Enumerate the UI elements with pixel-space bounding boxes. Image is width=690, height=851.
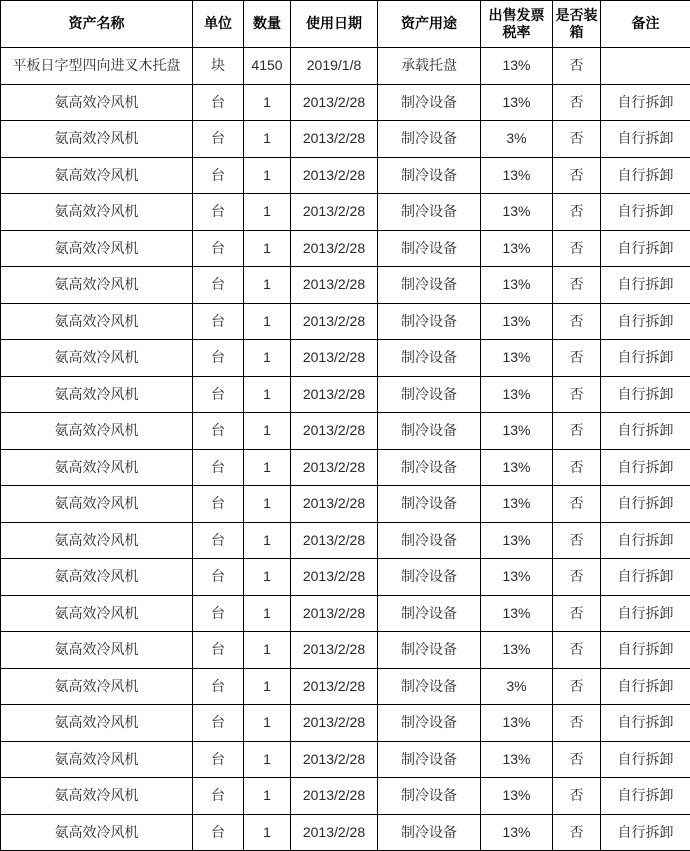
cell-invoice-tax-rate: 13% xyxy=(481,486,553,523)
cell-asset-purpose: 制冷设备 xyxy=(378,157,481,194)
cell-asset-name: 氨高效冷风机 xyxy=(1,121,193,158)
column-header-invoice-tax-rate: 出售发票税率 xyxy=(481,1,553,48)
cell-remark: 自行拆卸 xyxy=(601,121,690,158)
cell-quantity: 1 xyxy=(244,741,291,778)
cell-asset-purpose: 承载托盘 xyxy=(378,48,481,85)
cell-unit: 台 xyxy=(193,194,244,231)
cell-asset-name: 氨高效冷风机 xyxy=(1,413,193,450)
cell-asset-purpose: 制冷设备 xyxy=(378,230,481,267)
cell-invoice-tax-rate: 13% xyxy=(481,632,553,669)
cell-unit: 台 xyxy=(193,522,244,559)
cell-asset-name: 氨高效冷风机 xyxy=(1,303,193,340)
cell-asset-purpose: 制冷设备 xyxy=(378,413,481,450)
cell-unit: 台 xyxy=(193,303,244,340)
table-row xyxy=(1,413,690,450)
cell-remark: 自行拆卸 xyxy=(601,705,690,742)
cell-remark: 自行拆卸 xyxy=(601,376,690,413)
cell-unit: 台 xyxy=(193,559,244,596)
cell-invoice-tax-rate: 13% xyxy=(481,267,553,304)
cell-asset-name: 氨高效冷风机 xyxy=(1,194,193,231)
cell-invoice-tax-rate: 13% xyxy=(481,741,553,778)
cell-quantity: 1 xyxy=(244,595,291,632)
cell-remark: 自行拆卸 xyxy=(601,668,690,705)
cell-unit: 台 xyxy=(193,157,244,194)
cell-quantity: 1 xyxy=(244,376,291,413)
cell-quantity: 1 xyxy=(244,340,291,377)
cell-asset-name: 氨高效冷风机 xyxy=(1,376,193,413)
cell-use-date: 2013/2/28 xyxy=(291,267,378,304)
cell-boxed: 否 xyxy=(553,486,601,523)
cell-asset-purpose: 制冷设备 xyxy=(378,595,481,632)
cell-boxed: 否 xyxy=(553,595,601,632)
cell-asset-name: 平板日字型四向进叉木托盘 xyxy=(1,48,193,85)
cell-quantity: 4150 xyxy=(244,48,291,85)
cell-invoice-tax-rate: 3% xyxy=(481,121,553,158)
table-row xyxy=(1,668,690,705)
cell-unit: 台 xyxy=(193,632,244,669)
cell-asset-purpose: 制冷设备 xyxy=(378,522,481,559)
cell-use-date: 2013/2/28 xyxy=(291,230,378,267)
table-row xyxy=(1,778,690,815)
cell-use-date: 2013/2/28 xyxy=(291,668,378,705)
cell-invoice-tax-rate: 13% xyxy=(481,522,553,559)
cell-remark xyxy=(601,48,690,85)
table-header xyxy=(1,1,690,48)
cell-use-date: 2013/2/28 xyxy=(291,778,378,815)
table-row xyxy=(1,814,690,851)
cell-unit: 台 xyxy=(193,595,244,632)
cell-unit: 台 xyxy=(193,376,244,413)
cell-asset-purpose: 制冷设备 xyxy=(378,303,481,340)
table-row xyxy=(1,741,690,778)
cell-asset-purpose: 制冷设备 xyxy=(378,741,481,778)
cell-remark: 自行拆卸 xyxy=(601,340,690,377)
cell-asset-name: 氨高效冷风机 xyxy=(1,595,193,632)
cell-invoice-tax-rate: 13% xyxy=(481,303,553,340)
cell-remark: 自行拆卸 xyxy=(601,778,690,815)
cell-boxed: 否 xyxy=(553,84,601,121)
cell-quantity: 1 xyxy=(244,449,291,486)
cell-remark: 自行拆卸 xyxy=(601,303,690,340)
cell-use-date: 2013/2/28 xyxy=(291,559,378,596)
cell-boxed: 否 xyxy=(553,267,601,304)
cell-remark: 自行拆卸 xyxy=(601,84,690,121)
cell-use-date: 2013/2/28 xyxy=(291,595,378,632)
cell-asset-purpose: 制冷设备 xyxy=(378,778,481,815)
cell-quantity: 1 xyxy=(244,486,291,523)
table-row xyxy=(1,340,690,377)
cell-quantity: 1 xyxy=(244,84,291,121)
cell-unit: 台 xyxy=(193,668,244,705)
cell-unit: 台 xyxy=(193,486,244,523)
cell-use-date: 2013/2/28 xyxy=(291,486,378,523)
cell-asset-purpose: 制冷设备 xyxy=(378,486,481,523)
cell-asset-name: 氨高效冷风机 xyxy=(1,449,193,486)
header-row xyxy=(1,1,690,48)
table-row xyxy=(1,486,690,523)
table-row xyxy=(1,705,690,742)
cell-invoice-tax-rate: 13% xyxy=(481,705,553,742)
cell-boxed: 否 xyxy=(553,449,601,486)
cell-remark: 自行拆卸 xyxy=(601,595,690,632)
cell-boxed: 否 xyxy=(553,778,601,815)
cell-invoice-tax-rate: 13% xyxy=(481,559,553,596)
column-header-asset-name: 资产名称 xyxy=(1,1,193,48)
cell-asset-purpose: 制冷设备 xyxy=(378,668,481,705)
cell-asset-name: 氨高效冷风机 xyxy=(1,632,193,669)
cell-asset-purpose: 制冷设备 xyxy=(378,340,481,377)
cell-asset-name: 氨高效冷风机 xyxy=(1,522,193,559)
cell-asset-name: 氨高效冷风机 xyxy=(1,230,193,267)
cell-boxed: 否 xyxy=(553,340,601,377)
cell-remark: 自行拆卸 xyxy=(601,486,690,523)
cell-unit: 台 xyxy=(193,778,244,815)
cell-boxed: 否 xyxy=(553,632,601,669)
cell-use-date: 2013/2/28 xyxy=(291,413,378,450)
cell-invoice-tax-rate: 13% xyxy=(481,194,553,231)
table-row xyxy=(1,194,690,231)
table-row xyxy=(1,595,690,632)
column-header-unit: 单位 xyxy=(193,1,244,48)
cell-quantity: 1 xyxy=(244,705,291,742)
column-header-quantity: 数量 xyxy=(244,1,291,48)
cell-unit: 台 xyxy=(193,741,244,778)
cell-remark: 自行拆卸 xyxy=(601,522,690,559)
cell-use-date: 2013/2/28 xyxy=(291,741,378,778)
cell-quantity: 1 xyxy=(244,668,291,705)
table-body xyxy=(1,48,690,851)
cell-boxed: 否 xyxy=(553,303,601,340)
cell-asset-name: 氨高效冷风机 xyxy=(1,84,193,121)
cell-asset-name: 氨高效冷风机 xyxy=(1,741,193,778)
cell-asset-purpose: 制冷设备 xyxy=(378,632,481,669)
cell-boxed: 否 xyxy=(553,376,601,413)
table-row xyxy=(1,48,690,85)
cell-quantity: 1 xyxy=(244,814,291,851)
cell-quantity: 1 xyxy=(244,194,291,231)
cell-unit: 台 xyxy=(193,814,244,851)
cell-asset-purpose: 制冷设备 xyxy=(378,559,481,596)
cell-quantity: 1 xyxy=(244,632,291,669)
cell-use-date: 2013/2/28 xyxy=(291,705,378,742)
cell-boxed: 否 xyxy=(553,705,601,742)
table-row xyxy=(1,157,690,194)
cell-use-date: 2019/1/8 xyxy=(291,48,378,85)
cell-use-date: 2013/2/28 xyxy=(291,449,378,486)
table-row xyxy=(1,267,690,304)
cell-boxed: 否 xyxy=(553,230,601,267)
cell-boxed: 否 xyxy=(553,522,601,559)
cell-asset-purpose: 制冷设备 xyxy=(378,267,481,304)
column-header-remark: 备注 xyxy=(601,1,690,48)
cell-remark: 自行拆卸 xyxy=(601,230,690,267)
cell-boxed: 否 xyxy=(553,194,601,231)
cell-asset-purpose: 制冷设备 xyxy=(378,121,481,158)
cell-invoice-tax-rate: 13% xyxy=(481,778,553,815)
cell-unit: 台 xyxy=(193,121,244,158)
cell-use-date: 2013/2/28 xyxy=(291,194,378,231)
cell-boxed: 否 xyxy=(553,48,601,85)
cell-asset-name: 氨高效冷风机 xyxy=(1,778,193,815)
cell-use-date: 2013/2/28 xyxy=(291,157,378,194)
cell-asset-name: 氨高效冷风机 xyxy=(1,486,193,523)
cell-invoice-tax-rate: 13% xyxy=(481,157,553,194)
table-row xyxy=(1,376,690,413)
cell-use-date: 2013/2/28 xyxy=(291,632,378,669)
cell-asset-purpose: 制冷设备 xyxy=(378,705,481,742)
cell-invoice-tax-rate: 13% xyxy=(481,84,553,121)
cell-unit: 台 xyxy=(193,230,244,267)
cell-remark: 自行拆卸 xyxy=(601,741,690,778)
cell-boxed: 否 xyxy=(553,157,601,194)
cell-use-date: 2013/2/28 xyxy=(291,376,378,413)
cell-unit: 台 xyxy=(193,340,244,377)
cell-quantity: 1 xyxy=(244,267,291,304)
cell-unit: 台 xyxy=(193,449,244,486)
cell-use-date: 2013/2/28 xyxy=(291,84,378,121)
cell-unit: 台 xyxy=(193,267,244,304)
cell-asset-purpose: 制冷设备 xyxy=(378,194,481,231)
cell-remark: 自行拆卸 xyxy=(601,449,690,486)
cell-invoice-tax-rate: 13% xyxy=(481,340,553,377)
table-row xyxy=(1,230,690,267)
table-row xyxy=(1,303,690,340)
cell-quantity: 1 xyxy=(244,778,291,815)
cell-unit: 台 xyxy=(193,413,244,450)
cell-boxed: 否 xyxy=(553,413,601,450)
cell-use-date: 2013/2/28 xyxy=(291,303,378,340)
cell-asset-purpose: 制冷设备 xyxy=(378,376,481,413)
table-row xyxy=(1,559,690,596)
cell-remark: 自行拆卸 xyxy=(601,559,690,596)
cell-invoice-tax-rate: 13% xyxy=(481,413,553,450)
cell-unit: 块 xyxy=(193,48,244,85)
cell-invoice-tax-rate: 13% xyxy=(481,449,553,486)
cell-remark: 自行拆卸 xyxy=(601,194,690,231)
cell-remark: 自行拆卸 xyxy=(601,267,690,304)
cell-invoice-tax-rate: 3% xyxy=(481,668,553,705)
cell-use-date: 2013/2/28 xyxy=(291,814,378,851)
cell-boxed: 否 xyxy=(553,668,601,705)
cell-boxed: 否 xyxy=(553,741,601,778)
cell-unit: 台 xyxy=(193,705,244,742)
cell-asset-name: 氨高效冷风机 xyxy=(1,267,193,304)
table-row xyxy=(1,632,690,669)
cell-asset-name: 氨高效冷风机 xyxy=(1,559,193,596)
cell-asset-name: 氨高效冷风机 xyxy=(1,814,193,851)
table-row xyxy=(1,84,690,121)
table-row xyxy=(1,522,690,559)
cell-quantity: 1 xyxy=(244,559,291,596)
cell-unit: 台 xyxy=(193,84,244,121)
cell-boxed: 否 xyxy=(553,559,601,596)
cell-quantity: 1 xyxy=(244,121,291,158)
cell-quantity: 1 xyxy=(244,522,291,559)
cell-invoice-tax-rate: 13% xyxy=(481,814,553,851)
cell-asset-name: 氨高效冷风机 xyxy=(1,705,193,742)
cell-remark: 自行拆卸 xyxy=(601,413,690,450)
cell-boxed: 否 xyxy=(553,814,601,851)
cell-quantity: 1 xyxy=(244,157,291,194)
cell-quantity: 1 xyxy=(244,230,291,267)
column-header-asset-purpose: 资产用途 xyxy=(378,1,481,48)
cell-asset-purpose: 制冷设备 xyxy=(378,814,481,851)
cell-asset-name: 氨高效冷风机 xyxy=(1,157,193,194)
cell-use-date: 2013/2/28 xyxy=(291,340,378,377)
cell-invoice-tax-rate: 13% xyxy=(481,230,553,267)
cell-invoice-tax-rate: 13% xyxy=(481,48,553,85)
column-header-use-date: 使用日期 xyxy=(291,1,378,48)
cell-quantity: 1 xyxy=(244,303,291,340)
cell-asset-purpose: 制冷设备 xyxy=(378,449,481,486)
cell-invoice-tax-rate: 13% xyxy=(481,595,553,632)
cell-remark: 自行拆卸 xyxy=(601,814,690,851)
cell-invoice-tax-rate: 13% xyxy=(481,376,553,413)
cell-asset-purpose: 制冷设备 xyxy=(378,84,481,121)
cell-quantity: 1 xyxy=(244,413,291,450)
cell-remark: 自行拆卸 xyxy=(601,157,690,194)
column-header-boxed: 是否装箱 xyxy=(553,1,601,48)
cell-asset-name: 氨高效冷风机 xyxy=(1,668,193,705)
cell-asset-name: 氨高效冷风机 xyxy=(1,340,193,377)
cell-use-date: 2013/2/28 xyxy=(291,522,378,559)
table-row xyxy=(1,121,690,158)
cell-remark: 自行拆卸 xyxy=(601,632,690,669)
cell-boxed: 否 xyxy=(553,121,601,158)
table-row xyxy=(1,449,690,486)
cell-use-date: 2013/2/28 xyxy=(291,121,378,158)
